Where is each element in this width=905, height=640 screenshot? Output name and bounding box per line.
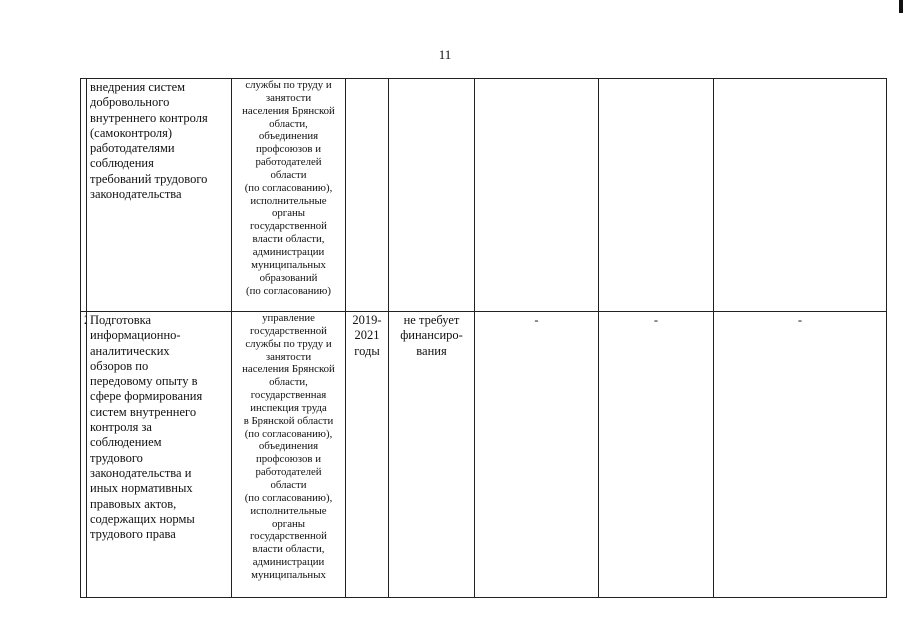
- cell-text-line: профсоюзов и: [255, 143, 321, 156]
- cell-text-line: (по согласованию),: [244, 181, 333, 194]
- scan-edge-mark: [899, 0, 903, 13]
- cell-text-line: управление: [262, 312, 315, 324]
- cell-text-line: добровольного: [90, 95, 170, 110]
- cell-text-line: работодателями: [90, 141, 175, 156]
- value-cell-6: [599, 79, 714, 312]
- value-cell-7: [714, 79, 887, 312]
- cell-text-line: области,: [269, 376, 308, 389]
- cell-text-line: информационно-: [90, 328, 181, 343]
- cell-text-line: государственная: [250, 389, 327, 402]
- cell-text-line: внедрения систем: [90, 80, 186, 94]
- cell-text-line: правовых актов,: [90, 496, 177, 511]
- period-cell: [346, 79, 389, 312]
- period-cell: [346, 312, 389, 598]
- page-number: 11: [438, 47, 452, 62]
- cell-text-line: службы по труду и: [245, 79, 332, 91]
- cell-text-line: требований трудового: [90, 171, 208, 186]
- cell-text-line: вания: [416, 343, 447, 358]
- cell-text-line: муниципальных: [251, 568, 326, 581]
- financing-cell: [389, 312, 475, 598]
- cell-text-line: контроля за: [90, 420, 152, 435]
- cell-text-line: государственной: [250, 220, 327, 233]
- cell-text-line: области,: [269, 117, 308, 130]
- cell-text-line: профсоюзов и: [255, 453, 321, 466]
- value-cell-5: -: [475, 312, 599, 598]
- measure-cell: [87, 312, 232, 598]
- cell-text-line: занятости: [265, 91, 312, 104]
- cell-text-line: образований: [259, 271, 318, 284]
- cell-text-line: трудового права: [90, 527, 176, 542]
- table-row: [81, 79, 887, 312]
- cell-text-line: соблюдением: [90, 435, 162, 450]
- cell-text-line: соблюдения: [90, 156, 154, 171]
- cell-text-line: (самоконтроля): [90, 125, 173, 140]
- cell-text-line: власти области,: [252, 233, 325, 246]
- table-row: [81, 312, 887, 598]
- cell-text-line: законодательства: [90, 187, 182, 202]
- cell-text-line: 2021: [354, 328, 380, 343]
- cell-text-line: населения Брянской: [242, 104, 335, 117]
- cell-text-line: объединения: [258, 130, 319, 143]
- cell-text-line: систем внутреннего: [90, 404, 197, 419]
- measure-cell: [87, 79, 232, 312]
- cell-text-line: занятости: [265, 350, 312, 363]
- cell-text-line: исполнительные: [250, 504, 327, 517]
- responsible-cell: [232, 79, 346, 312]
- cell-text-line: администрации: [252, 245, 325, 258]
- cell-text-line: администрации: [252, 556, 325, 569]
- cell-text-line: законодательства и: [90, 465, 192, 480]
- cell-text-line: (по согласованию),: [244, 427, 333, 440]
- cell-text-line: в Брянской области: [243, 414, 334, 427]
- cell-text-line: (по согласованию),: [244, 491, 333, 504]
- cell-text-line: исполнительные: [250, 194, 327, 207]
- cell-text-line: государственной: [250, 324, 327, 337]
- cell-text-line: работодателей: [255, 466, 322, 479]
- cell-text-line: объединения: [258, 440, 319, 453]
- cell-text-line: области: [270, 478, 307, 491]
- cell-text-line: сфере формирования: [90, 389, 203, 404]
- cell-text-line: работодателей: [255, 156, 322, 169]
- cell-text-line: трудового: [90, 450, 143, 465]
- responsible-cell: [232, 312, 346, 598]
- measures-table: [80, 78, 887, 598]
- cell-text-line: службы по труду и: [245, 337, 332, 350]
- cell-text-line: финансиро-: [400, 328, 463, 343]
- cell-text-line: Подготовка: [90, 313, 152, 327]
- value-cell-5: [475, 79, 599, 312]
- cell-text-line: области: [270, 168, 307, 181]
- cell-text-line: власти области,: [252, 543, 325, 556]
- cell-text-line: годы: [354, 343, 380, 358]
- value-cell-6: -: [599, 312, 714, 598]
- cell-text-line: муниципальных: [251, 258, 326, 271]
- cell-text-line: органы: [271, 207, 306, 220]
- cell-text-line: 2019-: [352, 313, 382, 327]
- cell-text-line: иных нормативных: [90, 481, 193, 496]
- cell-text-line: обзоров по: [90, 358, 149, 373]
- cell-text-line: внутреннего контроля: [90, 110, 208, 125]
- cell-text-line: содержащих нормы: [90, 511, 195, 526]
- cell-text-line: передовому опыту в: [90, 374, 198, 389]
- cell-text-line: инспекция труда: [250, 401, 327, 414]
- cell-text-line: населения Брянской: [242, 363, 335, 376]
- financing-cell: [389, 79, 475, 312]
- cell-text-line: государственной: [250, 530, 327, 543]
- cell-text-line: (по согласованию): [246, 284, 331, 297]
- cell-text-line: аналитических: [90, 343, 170, 358]
- value-cell-7: -: [714, 312, 887, 598]
- cell-text-line: органы: [271, 517, 306, 530]
- cell-text-line: не требует: [403, 313, 460, 327]
